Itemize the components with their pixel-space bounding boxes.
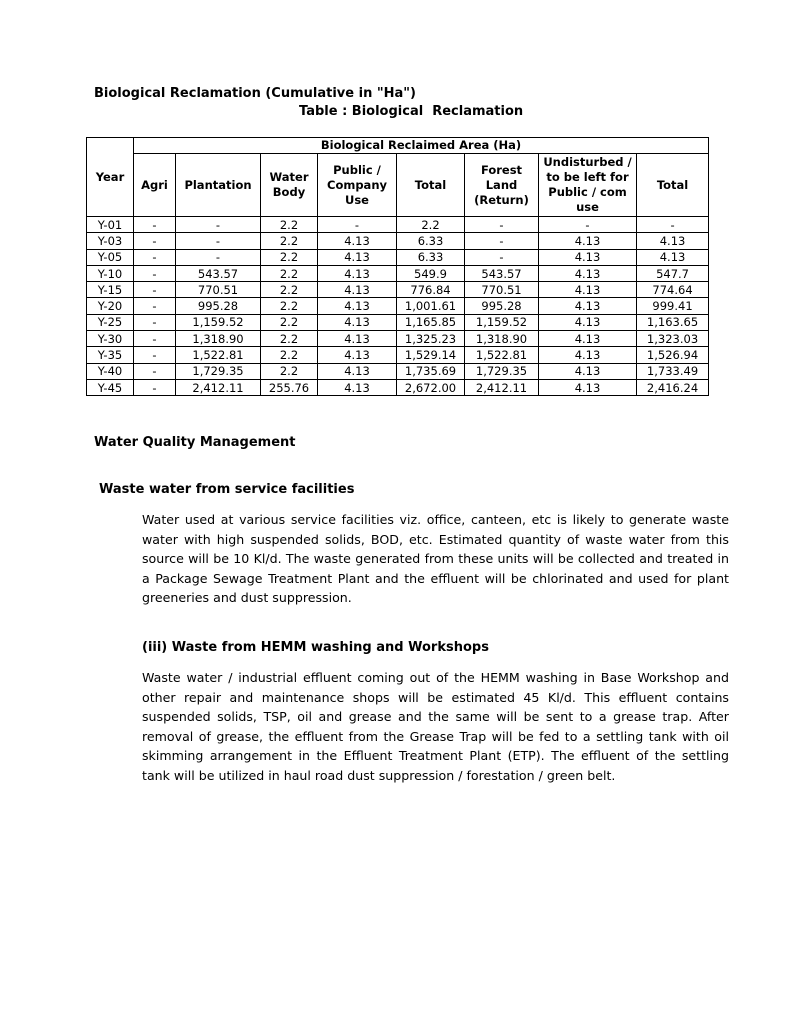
value-cell: 2.2 — [261, 265, 318, 281]
value-cell: - — [134, 265, 176, 281]
table-row — [87, 379, 709, 395]
value-cell: - — [465, 217, 539, 233]
value-cell: - — [176, 233, 261, 249]
value-cell: 255.76 — [261, 379, 318, 395]
value-cell: - — [134, 217, 176, 233]
value-cell: 2.2 — [261, 217, 318, 233]
table-row — [87, 233, 709, 249]
value-cell: - — [134, 379, 176, 395]
value-cell: 2,416.24 — [637, 379, 709, 395]
table-row — [87, 347, 709, 363]
value-cell: 4.13 — [637, 249, 709, 265]
value-cell: 4.13 — [539, 331, 637, 347]
year-cell: Y-20 — [87, 298, 134, 314]
value-cell: 1,729.35 — [465, 363, 539, 379]
section-water-quality-management: Water Quality Management — [94, 435, 296, 450]
value-cell: 2.2 — [397, 217, 465, 233]
value-cell: 4.13 — [539, 314, 637, 330]
value-cell: - — [134, 314, 176, 330]
value-cell: 2,412.11 — [465, 379, 539, 395]
value-cell: 6.33 — [397, 249, 465, 265]
value-cell: 4.13 — [318, 347, 397, 363]
value-cell: 999.41 — [637, 298, 709, 314]
header-water-body: Water Body — [261, 154, 318, 217]
value-cell: 1,529.14 — [397, 347, 465, 363]
table-row — [87, 217, 709, 233]
value-cell: 1,163.65 — [637, 314, 709, 330]
value-cell: 4.13 — [539, 233, 637, 249]
table-caption: Table : Biological Reclamation — [299, 104, 524, 119]
value-cell: 2.2 — [261, 282, 318, 298]
value-cell: 4.13 — [539, 265, 637, 281]
value-cell: 1,323.03 — [637, 331, 709, 347]
value-cell: 4.13 — [318, 233, 397, 249]
value-cell: - — [318, 217, 397, 233]
paragraph-service-facilities: Water used at various service facilities viz. office, canteen, etc is likely to generate waste water with high suspended solids, BOD, etc. Estimated quantity of waste water from this source will be 10 Kl/d. The waste generated from these units will be collected and treated in a Package Sewage Treatment Plant and the effluent will be chlorinated and used for plant greeneries and dust suppression. — [142, 512, 729, 605]
value-cell: - — [134, 249, 176, 265]
value-cell: 1,159.52 — [465, 314, 539, 330]
value-cell: 4.13 — [539, 379, 637, 395]
subsection-service-facilities: Waste water from service facilities — [99, 482, 355, 497]
table-row — [87, 249, 709, 265]
value-cell: 2.2 — [261, 363, 318, 379]
table-body — [87, 217, 709, 396]
value-cell: 2.2 — [261, 314, 318, 330]
value-cell: - — [465, 249, 539, 265]
header-plantation: Plantation — [176, 154, 261, 217]
header-forest-land: Forest Land (Return) — [465, 154, 539, 217]
header-undisturbed: Undisturbed / to be left for Public / com use — [539, 154, 637, 217]
value-cell: - — [539, 217, 637, 233]
value-cell: 549.9 — [397, 265, 465, 281]
value-cell: 1,325.23 — [397, 331, 465, 347]
value-cell: 543.57 — [176, 265, 261, 281]
value-cell: 995.28 — [176, 298, 261, 314]
value-cell: - — [134, 347, 176, 363]
value-cell: 4.13 — [318, 379, 397, 395]
value-cell: 774.64 — [637, 282, 709, 298]
value-cell: 4.13 — [539, 298, 637, 314]
value-cell: - — [134, 282, 176, 298]
value-cell: 4.13 — [539, 363, 637, 379]
table-row — [87, 331, 709, 347]
value-cell: - — [134, 233, 176, 249]
value-cell: 4.13 — [637, 233, 709, 249]
value-cell: 1,165.85 — [397, 314, 465, 330]
year-cell: Y-40 — [87, 363, 134, 379]
value-cell: - — [637, 217, 709, 233]
value-cell: 2.2 — [261, 233, 318, 249]
value-cell: 770.51 — [176, 282, 261, 298]
value-cell: 1,159.52 — [176, 314, 261, 330]
value-cell: - — [176, 217, 261, 233]
table-row — [87, 314, 709, 330]
value-cell: 1,735.69 — [397, 363, 465, 379]
heading-biological-reclamation: Biological Reclamation (Cumulative in "Ha") — [94, 86, 416, 101]
biological-reclamation-table — [86, 137, 709, 396]
year-cell: Y-35 — [87, 347, 134, 363]
value-cell: 4.13 — [318, 282, 397, 298]
subsection-hemm-washing: (iii) Waste from HEMM washing and Workshops — [142, 640, 489, 655]
value-cell: 770.51 — [465, 282, 539, 298]
value-cell: 4.13 — [318, 363, 397, 379]
value-cell: 4.13 — [539, 282, 637, 298]
year-cell: Y-45 — [87, 379, 134, 395]
value-cell: 1,522.81 — [176, 347, 261, 363]
value-cell: 2.2 — [261, 298, 318, 314]
year-cell: Y-05 — [87, 249, 134, 265]
value-cell: - — [134, 363, 176, 379]
header-total-2: Total — [637, 154, 709, 217]
value-cell: 4.13 — [539, 249, 637, 265]
value-cell: - — [176, 249, 261, 265]
year-cell: Y-01 — [87, 217, 134, 233]
value-cell: 4.13 — [318, 265, 397, 281]
year-cell: Y-25 — [87, 314, 134, 330]
value-cell: 547.7 — [637, 265, 709, 281]
value-cell: 2.2 — [261, 331, 318, 347]
header-year: Year — [87, 138, 134, 217]
value-cell: - — [465, 233, 539, 249]
table-row — [87, 363, 709, 379]
value-cell: 4.13 — [318, 331, 397, 347]
paragraph-hemm-washing: Waste water / industrial effluent coming out of the HEMM washing in Base Workshop and other repair and maintenance shops will be estimated 45 Kl/d. This effluent contains suspended solids, TSP, oil and grease and the same will be sent to a grease trap. After removal of grease, the effluent from the Grease Trap will be fed to a settling tank with oil skimming arrangement in the Effluent Treatment Plant (ETP). The effluent of the settling tank will be utilized in haul road dust suppression / forestation / green belt. — [142, 670, 729, 783]
year-cell: Y-03 — [87, 233, 134, 249]
value-cell: 4.13 — [318, 249, 397, 265]
table-row — [87, 265, 709, 281]
header-group: Biological Reclaimed Area (Ha) — [134, 138, 709, 154]
header-total: Total — [397, 154, 465, 217]
value-cell: 2.2 — [261, 347, 318, 363]
value-cell: - — [134, 331, 176, 347]
table-row — [87, 282, 709, 298]
header-agri: Agri — [134, 154, 176, 217]
value-cell: 1,526.94 — [637, 347, 709, 363]
value-cell: 1,733.49 — [637, 363, 709, 379]
value-cell: 4.13 — [318, 298, 397, 314]
value-cell: 4.13 — [318, 314, 397, 330]
value-cell: 1,729.35 — [176, 363, 261, 379]
value-cell: 2.2 — [261, 249, 318, 265]
table-row — [87, 298, 709, 314]
value-cell: 995.28 — [465, 298, 539, 314]
value-cell: 776.84 — [397, 282, 465, 298]
year-cell: Y-10 — [87, 265, 134, 281]
value-cell: - — [134, 298, 176, 314]
value-cell: 2,672.00 — [397, 379, 465, 395]
year-cell: Y-30 — [87, 331, 134, 347]
value-cell: 1,001.61 — [397, 298, 465, 314]
value-cell: 1,318.90 — [176, 331, 261, 347]
value-cell: 543.57 — [465, 265, 539, 281]
year-cell: Y-15 — [87, 282, 134, 298]
value-cell: 4.13 — [539, 347, 637, 363]
value-cell: 1,318.90 — [465, 331, 539, 347]
header-public-company-use: Public / Company Use — [318, 154, 397, 217]
value-cell: 6.33 — [397, 233, 465, 249]
value-cell: 2,412.11 — [176, 379, 261, 395]
value-cell: 1,522.81 — [465, 347, 539, 363]
